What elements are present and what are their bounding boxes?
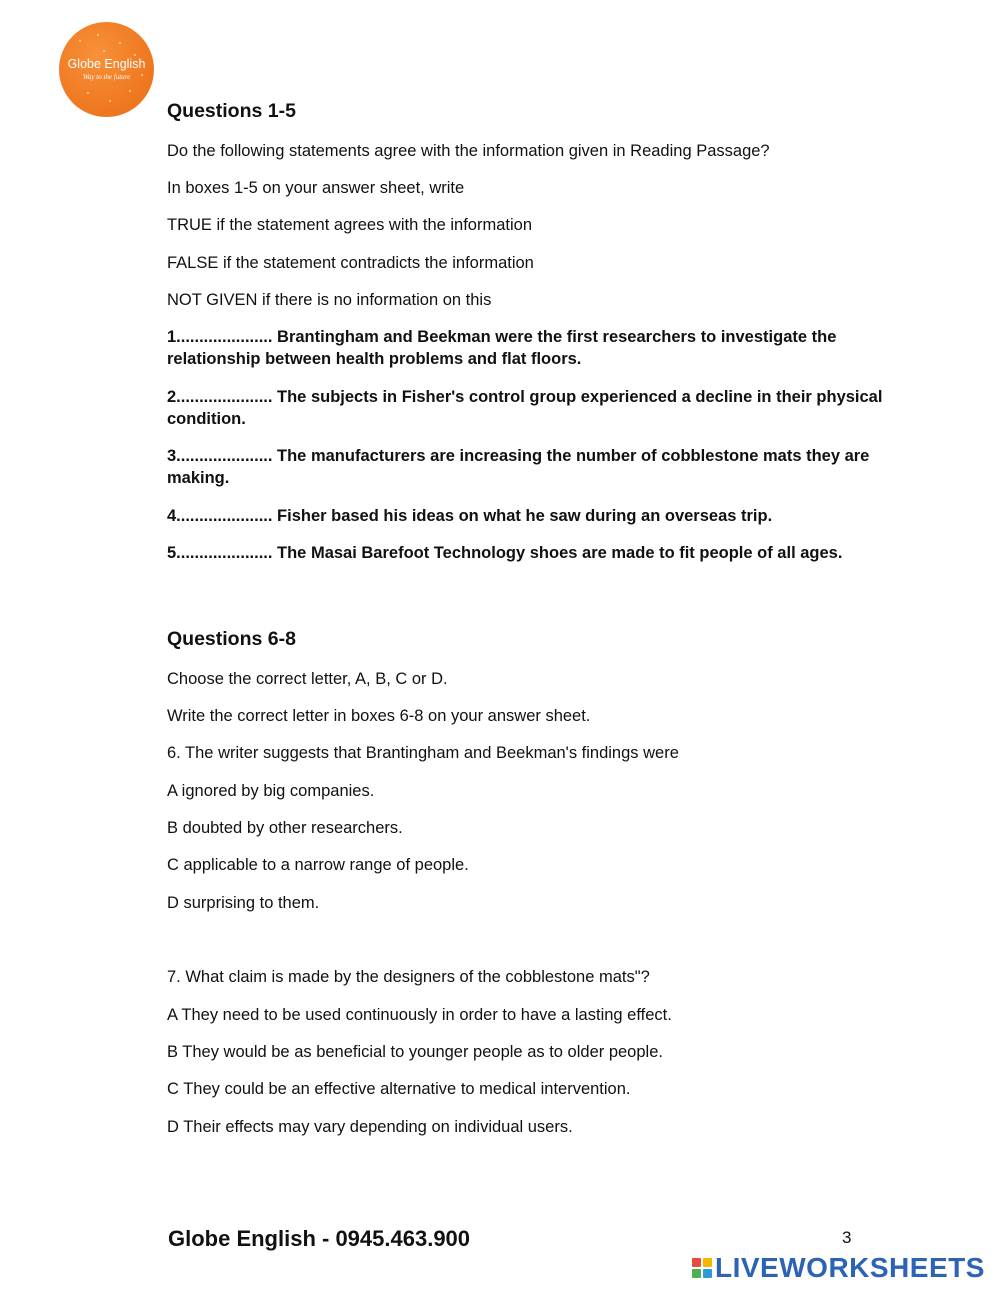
question-7-stem: 7. What claim is made by the designers of the cobblestone mats"? xyxy=(167,968,650,986)
question-3: 3..................... The manufacturers are increasing the number of cobblestone mats they are making. xyxy=(167,447,870,487)
question-2: 2..................... The subjects in Fisher's control group experienced a decline in their physical condition. xyxy=(167,388,883,428)
logo-title: Globe English xyxy=(67,57,146,71)
question-7-option: D Their effects may vary depending on individual users. xyxy=(167,1118,573,1136)
question-5: 5..................... The Masai Barefoot Technology shoes are made to fit people of all ages. xyxy=(167,544,843,562)
question-6-option: A ignored by big companies. xyxy=(167,782,375,800)
question-6-option: C applicable to a narrow range of people. xyxy=(167,856,469,874)
instruction-line: Choose the correct letter, A, B, C or D. xyxy=(167,670,448,688)
instruction-line: NOT GIVEN if there is no information on this xyxy=(167,291,492,309)
question-7-option: B They would be as beneficial to younger people as to older people. xyxy=(167,1043,663,1061)
instruction-line: Write the correct letter in boxes 6-8 on your answer sheet. xyxy=(167,707,591,725)
question-7-option: C They could be an effective alternative to medical intervention. xyxy=(167,1080,631,1098)
liveworksheets-logo-icon xyxy=(692,1258,712,1278)
question-7-option: A They need to be used continuously in order to have a lasting effect. xyxy=(167,1006,672,1024)
section2-heading: Questions 6-8 xyxy=(167,628,296,650)
instruction-line: In boxes 1-5 on your answer sheet, write xyxy=(167,179,465,197)
instruction-line: Do the following statements agree with the information given in Reading Passage? xyxy=(167,142,770,160)
question-6-stem: 6. The writer suggests that Brantingham and Beekman's findings were xyxy=(167,744,679,762)
question-6-option: D surprising to them. xyxy=(167,894,320,912)
page-number: 3 xyxy=(842,1228,852,1247)
instruction-line: FALSE if the statement contradicts the information xyxy=(167,254,534,272)
instruction-line: TRUE if the statement agrees with the information xyxy=(167,216,532,234)
globe-english-logo xyxy=(59,22,154,117)
question-1: 1..................... Brantingham and Beekman were the first researchers to investigate the relationship between health problems and flat floors. xyxy=(167,328,837,368)
question-6-option: B doubted by other researchers. xyxy=(167,819,403,837)
footer-contact: Globe English - 0945.463.900 xyxy=(168,1226,471,1251)
logo-tagline: Way to the future xyxy=(82,73,131,81)
liveworksheets-watermark xyxy=(692,1253,985,1283)
section1-heading: Questions 1-5 xyxy=(167,100,296,122)
question-4: 4..................... Fisher based his ideas on what he saw during an overseas trip. xyxy=(167,507,773,525)
liveworksheets-wordmark: LIVEWORKSHEETS xyxy=(715,1252,985,1283)
